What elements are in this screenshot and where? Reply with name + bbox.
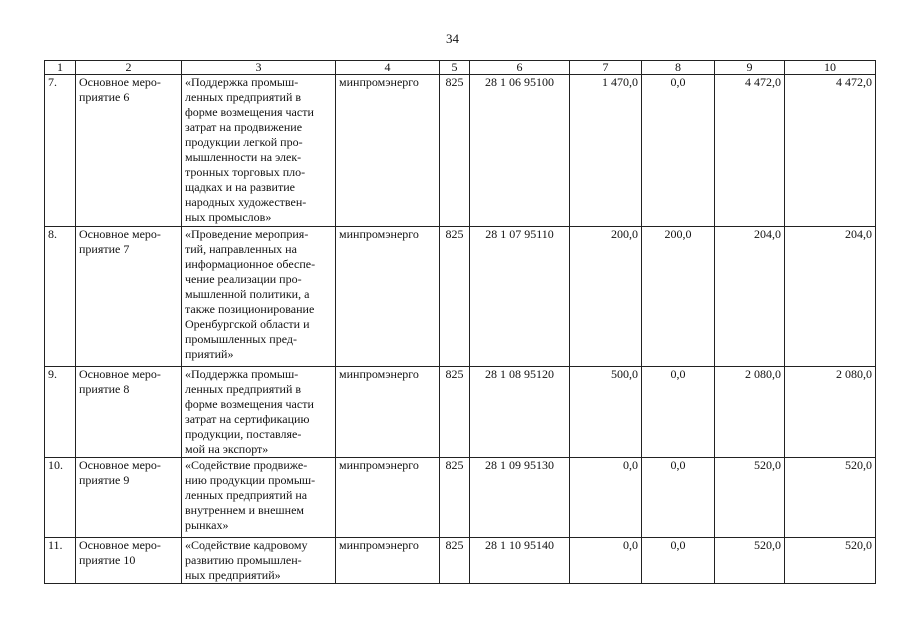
activity-description-line: приятий» [185,347,234,361]
activity-name [76,227,182,367]
row-number: 10. [45,458,76,538]
activity-description-line: Оренбургской области и [185,317,310,331]
activity-description [182,75,336,227]
activity-description-line: форме возмещения части [185,397,314,411]
activity-description-line: «Проведение мероприя- [185,227,309,241]
value-col-10: 2 080,0 [785,367,876,458]
activity-name [76,538,182,584]
activity-description-line: тронных торговых пло- [185,165,306,179]
grbs-code: 825 [440,458,470,538]
row-number: 8. [45,227,76,367]
table-row [45,75,876,227]
activity-description-line: ленных предприятий в [185,90,302,104]
value-col-8: 0,0 [642,367,715,458]
activity-name-line: Основное меро- [79,75,161,89]
budget-classification-code: 28 1 07 95110 [470,227,570,367]
table-row [45,538,876,584]
column-number-row [45,61,876,75]
activity-description-line: затрат на продвижение [185,120,303,134]
budget-classification-code: 28 1 09 95130 [470,458,570,538]
activity-name-line: приятие 6 [79,90,130,104]
activity-description-line: форме возмещения части [185,105,314,119]
value-col-8: 200,0 [642,227,715,367]
activity-description-line: «Поддержка промыш- [185,367,299,381]
activity-description-line: чение реализации про- [185,272,302,286]
value-col-8: 0,0 [642,75,715,227]
table-row [45,367,876,458]
activity-description [182,367,336,458]
activity-name [76,75,182,227]
program-activities-table [44,60,876,584]
activity-description-line: промышленных пред- [185,332,298,346]
activity-name-line: приятие 9 [79,473,130,487]
value-col-10: 4 472,0 [785,75,876,227]
activity-name-line: приятие 7 [79,242,130,256]
activity-description-line: щадках и на развитие [185,180,295,194]
table-body [45,75,876,584]
column-header: 4 [336,61,440,75]
column-header: 7 [570,61,642,75]
table-row [45,227,876,367]
responsible-organization: минпромэнерго [336,227,440,367]
column-header: 5 [440,61,470,75]
value-col-10: 204,0 [785,227,876,367]
activity-description [182,458,336,538]
activity-description-line: также позиционирование [185,302,315,316]
activity-name-line: Основное меро- [79,227,161,241]
activity-description-line: развитию промышлен- [185,553,302,567]
responsible-organization: минпромэнерго [336,367,440,458]
value-col-7: 200,0 [570,227,642,367]
activity-description-line: «Содействие продвиже- [185,458,308,472]
column-header: 10 [785,61,876,75]
activity-description-line: ных промыслов» [185,210,272,224]
activity-description-line: ленных предприятий в [185,382,302,396]
value-col-9: 520,0 [715,458,785,538]
activity-name-line: Основное меро- [79,538,161,552]
activity-description-line: «Поддержка промыш- [185,75,299,89]
column-header: 8 [642,61,715,75]
activity-name-line: приятие 10 [79,553,136,567]
activity-description-line: «Содействие кадровому [185,538,308,552]
value-col-8: 0,0 [642,538,715,584]
activity-name [76,367,182,458]
value-col-7: 500,0 [570,367,642,458]
activity-description-line: ных предприятий» [185,568,281,582]
row-number: 7. [45,75,76,227]
value-col-8: 0,0 [642,458,715,538]
activity-description [182,538,336,584]
activity-name-line: Основное меро- [79,458,161,472]
grbs-code: 825 [440,367,470,458]
budget-classification-code: 28 1 06 95100 [470,75,570,227]
grbs-code: 825 [440,538,470,584]
budget-classification-code: 28 1 10 95140 [470,538,570,584]
activity-description-line: мой на экспорт» [185,442,269,456]
activity-description-line: тий, направленных на [185,242,297,256]
activity-description-line: продукции, поставляе- [185,427,302,441]
activity-description-line: нию продукции промыш- [185,473,316,487]
activity-description-line: информационное обеспе- [185,257,316,271]
activity-description-line: ленных предприятий на [185,488,308,502]
activity-name-line: Основное меро- [79,367,161,381]
budget-classification-code: 28 1 08 95120 [470,367,570,458]
activity-description-line: внутреннем и внешнем [185,503,304,517]
activity-description-line: мышленной политики, а [185,287,310,301]
page-number: 34 [446,31,459,46]
grbs-code: 825 [440,227,470,367]
value-col-7: 1 470,0 [570,75,642,227]
activity-name [76,458,182,538]
table-row [45,458,876,538]
value-col-9: 4 472,0 [715,75,785,227]
activity-description-line: рынках» [185,518,229,532]
column-header: 1 [45,61,76,75]
activity-description-line: затрат на сертификацию [185,412,310,426]
activity-name-line: приятие 8 [79,382,130,396]
column-header: 9 [715,61,785,75]
column-header: 3 [182,61,336,75]
value-col-9: 2 080,0 [715,367,785,458]
value-col-7: 0,0 [570,458,642,538]
column-header: 2 [76,61,182,75]
responsible-organization: минпромэнерго [336,458,440,538]
value-col-9: 520,0 [715,538,785,584]
grbs-code: 825 [440,75,470,227]
value-col-9: 204,0 [715,227,785,367]
responsible-organization: минпромэнерго [336,75,440,227]
column-header: 6 [470,61,570,75]
activity-description-line: продукции легкой про- [185,135,303,149]
value-col-10: 520,0 [785,458,876,538]
row-number: 9. [45,367,76,458]
value-col-7: 0,0 [570,538,642,584]
activity-description-line: народных художествен- [185,195,307,209]
value-col-10: 520,0 [785,538,876,584]
responsible-organization: минпромэнерго [336,538,440,584]
activity-description [182,227,336,367]
activity-description-line: мышленности на элек- [185,150,302,164]
row-number: 11. [45,538,76,584]
